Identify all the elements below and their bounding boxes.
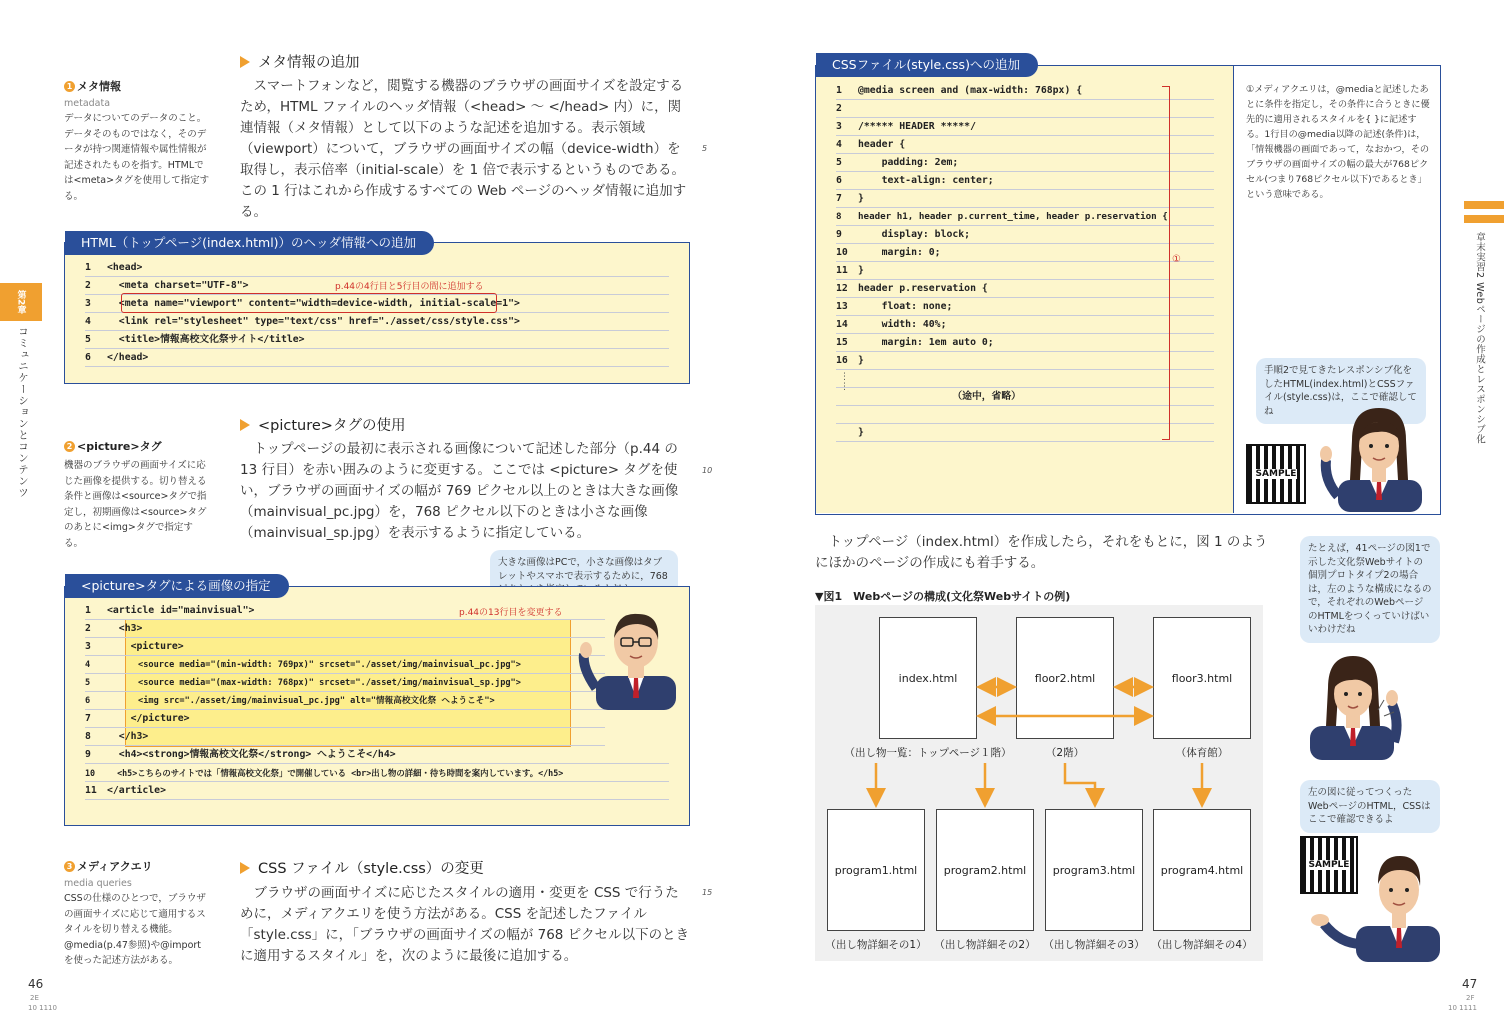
line-marker: 10 [702,466,713,475]
section-heading-css-text: CSS ファイル（style.css）の変更 [258,861,484,877]
section-side-tab [1464,201,1504,209]
diagram-arrows [815,605,1263,961]
figure-title: ▼図1 Webページの構成(文化祭Webサイトの例) [815,590,1071,603]
code-line [836,370,1214,388]
speech-bubble: 手順2で見てきたレスポンシブ化をしたHTML(index.html)とCSSファイル(style.css)は，ここで確認してね [1256,358,1426,424]
page-node-program2: program2.html [936,809,1034,931]
code-line: 10 margin: 0; [836,244,1214,262]
section-heading-meta-text: メタ情報の追加 [258,55,360,71]
code-line: 3 <meta name="viewport" content="width=device-width, initial-scale=1"> [85,295,669,313]
triangle-icon [240,419,250,431]
code-line: 13 float: none; [836,298,1214,316]
paragraph-pages: トップページ（index.html）を作成したら，それをもとに，図 1 のようにほかのページの作成にも着手する。 [815,534,1268,571]
code-line: 5 <source media="(max-width: 768px)" srcset="./asset/img/mainvisual_sp.jpg"> [85,674,605,692]
code-line: 7 </picture> [85,710,605,728]
note-number: 1 [64,81,75,92]
code-line: 6 text-align: center; [836,172,1214,190]
page-number-left: 46 [28,977,44,991]
speech-bubble: 左の図に従ってつくったWebページのHTML，CSSはここで確認できるよ [1300,780,1440,833]
code-line: 15 margin: 1em auto 0; [836,334,1214,352]
speech-bubble: 大きな画像はPCで，小さな画像はタブレットやスマホで表示するために，768 [490,550,678,603]
code-line: 1 <head> [85,259,669,277]
section-heading-css [240,857,484,878]
node-caption: （2階） [1045,747,1085,759]
code-line: 5 padding: 2em; [836,154,1214,172]
code-line: 8 </h3> [85,728,605,746]
note-number: 3 [64,861,75,872]
code-line: 4 header { [836,136,1214,154]
node-caption: （出し物詳細その1） [825,939,927,951]
node-caption: （出し物詳細その2） [934,939,1036,951]
code-box-head [64,242,690,384]
note-text: データについてのデータのこと。データそのものではなく，そのデータが持つ関連情報や属性情報が記述されたものを指す。HTMLでは<meta>タグを使用して指定する。 [64,113,210,202]
code-line: 11 </article> [85,782,669,800]
note-title [64,858,210,874]
code-line: 1 <article id="mainvisual"> [85,602,605,620]
bracket-1 [1162,86,1170,440]
chapter-title: コミュニケーションとコンテンツ [17,326,29,499]
section-heading-meta [240,51,360,72]
section-heading-picture-text: <picture>タグの使用 [258,418,406,434]
margin-note-2 [64,438,210,551]
paragraph-meta: スマートフォンなど，閲覧する機器のブラウザの画面サイズを設定するため，HTML ファイルのヘッダ情報（<head> ～ </head> 内）に，関連情報（メタ情報）として以下のような記述を追加する。表示領域（viewport）について，ブラウザの画面サイズの幅（device-width）を取得し，表示倍率（initial-scale）を 1 倍で表示するというものである。この 1 行はこれから作成するすべての Web ページのヘッダ情報に追加する。 [240,78,687,220]
margin-note-3 [64,858,210,969]
section-side-tab [1464,215,1504,223]
code-line: 4 <source media="(min-width: 769px)" srcset="./asset/img/mainvisual_pc.jpg"> [85,656,605,674]
note-text: CSSの仕様のひとつで，ブラウザの画面サイズに応じて適用するスタイルを切り替える機能。@media(p.47参照)や@importを使った記述方法がある。 [64,893,206,966]
note-number: 2 [64,441,75,452]
code-line: 16 } [836,352,1214,370]
woman-illustration [1312,400,1432,512]
code-line: 3 /***** HEADER *****/ [836,118,1214,136]
page-node-floor2: floor2.html [1016,617,1114,739]
code-line: 11 } [836,262,1214,280]
triangle-icon [240,56,250,68]
code-line: 4 <link rel="stylesheet" type="text/css" href="./asset/css/style.css"> [85,313,669,331]
code-line: 6 </head> [85,349,669,367]
triangle-icon [240,862,250,874]
highlight-box [121,293,497,313]
speech-bubble: たとえば，41ページの図1で示した文化祭Webサイトの個別プロトタイプ2の場合は，左のような構成になるので，それぞれのWebページのHTMLをつくっていけばいいわけだね [1300,536,1440,643]
code-line: } [836,424,1214,442]
qr-sample-label: SAMPLE [1255,469,1297,479]
page-node-index: index.html [879,617,977,739]
bracket-label: ① [1172,254,1181,265]
code-box-title: CSSファイル(style.css)への追加 [816,53,1038,77]
margin-note-1 [64,78,210,204]
code-box-title: HTML（トップページ(index.html)）のヘッダ情報への追加 [65,231,434,255]
page-node-program1: program1.html [827,809,925,931]
code-line: 5 <title>情報高校文化祭サイト</title> [85,331,669,349]
code-line: 2 [836,100,1214,118]
line-marker: 5 [702,144,708,153]
note-subtitle: metadata [64,98,111,109]
code-line: 10 <h5>こちらのサイトでは「情報高校文化祭」で開催している <br>出し物の詳細・待ち時間を案内しています。</h5> [85,764,669,782]
section-heading-picture [240,414,405,435]
note-title [64,438,210,454]
code-line: 9 <h4><strong>情報高校文化祭</strong> へようこそ</h4> [85,746,669,764]
woman-illustration [1300,650,1410,760]
teacher-man-illustration [576,598,686,710]
page-node-program3: program3.html [1045,809,1143,931]
code-line: 8 header h1, header p.current_time, header p.reservation { [836,208,1214,226]
code-line: 7 } [836,190,1214,208]
code-side-note: ①メディアクエリは，@mediaと記述したあとに条件を指定し，その条件に合うときに優先的に適用されるスタイルを{ }に記述する。1行目の@media以降の記述(条件)は，「情報機器の画面であって，なおかつ，そのブラウザの画面サイズの幅の最大が768ピクセル(つまり768ピクセル以下)であるとき」という意味である。 [1246,84,1430,200]
code-box-css-outer [815,65,1441,515]
code-line: 9 display: block; [836,226,1214,244]
page-node-floor3: floor3.html [1153,617,1251,739]
chapter-tab [0,283,42,321]
node-caption: （体育館） [1175,747,1229,759]
figure-diagram [815,605,1263,961]
code-line [836,406,1214,424]
node-caption: （出し物詳細その3） [1043,939,1145,951]
code-annotation: p.44の13行目を変更する [459,608,563,618]
code-line: （途中，省略） [836,388,1214,406]
code-line: 2 <meta charset="UTF-8"> [85,277,669,295]
chapter-tab-label: 第2章 [15,289,26,315]
code-box-title: <picture>タグによる画像の指定 [65,574,289,598]
continuation-dots: ⋮ ⋮ [840,372,849,392]
note-title [64,78,210,94]
footer-code: 10 1111 [1448,1004,1477,1012]
node-caption: （出し物一覧：トップページ１階） [844,747,1012,759]
man-illustration [1306,840,1440,962]
qr-code[interactable] [1246,444,1306,504]
note-title-text: <picture>タグ [77,440,162,453]
node-caption: （出し物詳細その4） [1151,939,1253,951]
code-line: 3 <picture> [85,638,605,656]
code-annotation: p.44の4行目と5行目の間に追加する [335,282,484,292]
paragraph-css: ブラウザの画面サイズに応じたスタイルの適用・変更を CSS で行うために，メディアクエリを使う方法がある。CSS を記述したファイル「style.css」に，「ブラウザの画面サイズの幅が 768 ピクセル以下のときに適用するスタイル」を，次のように最後に追加する。 [240,885,690,964]
code-line: 14 width: 40%; [836,316,1214,334]
code-line: 12 header p.reservation { [836,280,1214,298]
page-node-program4: program4.html [1153,809,1251,931]
side-tab-title: 章末実習2 Webページの作成とレスポンシブ化 [1474,232,1485,445]
line-marker: 15 [702,888,713,897]
footer-code: 2F [1466,994,1475,1002]
page-number-right: 47 [1462,977,1478,991]
code-line: 6 <img src="./asset/img/mainvisual_pc.jpg" alt="情報高校文化祭 へようこそ"> [85,692,605,710]
code-line: 1 @media screen and (max-width: 768px) { [836,82,1214,100]
paragraph-picture: トップページの最初に表示される画像について記述した部分（p.44 の 13 行目）を赤い囲みのように変更する。ここでは <picture> タグを使い，ブラウザの画面サイズの幅が 769 ピクセル以上のときは大きな画像（mainvisual_pc.jpg）を，768 ピクセル以下のときは小さな画像（mainvisual_sp.jpg）を表示するように指定している。 [240,441,679,541]
footer-code: 2E [30,994,39,1002]
note-title-text: メディアクエリ [77,860,153,873]
note-title-text: メタ情報 [77,80,121,93]
note-subtitle: media queries [64,878,132,889]
qr-sample-label: SAMPLE [1308,860,1350,870]
note-text: 機器のブラウザの画面サイズに応じた画像を提供する。切り替える条件と画像は<source>タグで指定し，初期画像は<source>タグのあとに<img>タグで指定する。 [64,460,207,549]
footer-code: 10 1110 [28,1004,57,1012]
code-line: 2 <h3> [85,620,605,638]
